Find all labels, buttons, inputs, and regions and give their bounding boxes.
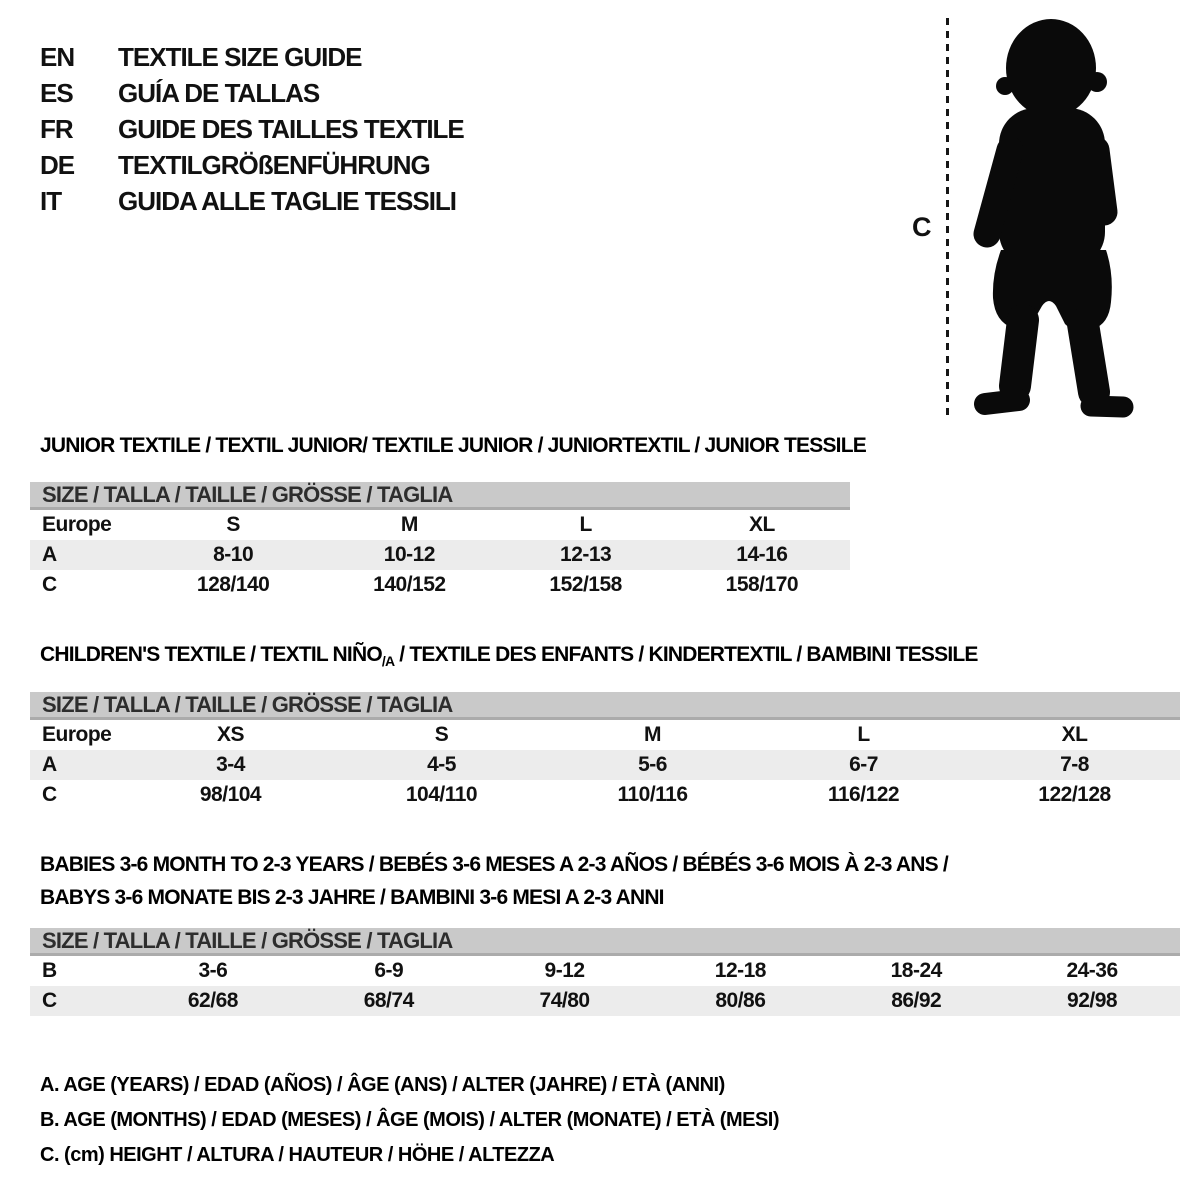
language-title: TEXTILE SIZE GUIDE [118, 42, 362, 72]
size-cell: XL [748, 513, 775, 536]
height-cell: 128/140 [196, 573, 270, 596]
height-cell: 74/80 [539, 989, 590, 1012]
age-cell: 3-6 [198, 959, 228, 982]
height-cell: 116/122 [827, 783, 900, 806]
legend-line-height: C. (cm) HEIGHT / ALTURA / HAUTEUR / HÖHE / ALTEZZA [40, 1144, 555, 1166]
section-title-children [40, 643, 978, 668]
language-row [40, 75, 464, 111]
height-cell: 158/170 [725, 573, 799, 596]
legend-line-age-months: B. AGE (MONTHS) / EDAD (MESES) / ÂGE (MOIS) / ALTER (MONATE) / ETÀ (MESI) [40, 1109, 780, 1131]
height-cell: 122/128 [1038, 783, 1111, 806]
height-cell: 98/104 [199, 783, 262, 806]
section-title-babies [40, 848, 948, 914]
height-cell: 140/152 [373, 573, 446, 596]
measure-legend [40, 1068, 779, 1173]
size-table-header: SIZE / TALLA / TAILLE / GRÖSSE / TAGLIA [30, 482, 850, 510]
children-size-table [30, 692, 1180, 810]
height-cell: 80/86 [715, 989, 766, 1012]
language-row [40, 39, 464, 75]
age-cell: 9-12 [544, 959, 585, 982]
junior-size-table [30, 482, 850, 600]
size-cell: M [644, 723, 661, 746]
height-measure-label: C [912, 212, 932, 242]
table-row-age-years [30, 540, 850, 570]
age-cell: 6-7 [849, 753, 878, 776]
age-cell: 8-10 [213, 543, 254, 566]
language-row [40, 111, 464, 147]
height-cell: 110/116 [617, 783, 688, 806]
size-cell: S [226, 513, 240, 536]
table-row-europe [30, 510, 850, 540]
age-cell: 12-18 [714, 959, 766, 982]
age-cell: 24-36 [1066, 959, 1118, 982]
language-code: DE [40, 150, 75, 180]
title-text: / TEXTILE DES ENFANTS / KINDERTEXTIL / BAMBINI TESSILE [394, 643, 978, 666]
size-cell: L [857, 723, 870, 746]
row-label: Europe [42, 513, 112, 536]
size-cell: M [400, 513, 418, 536]
row-label: C [42, 783, 57, 806]
height-dashed-line [946, 18, 949, 416]
age-cell: 12-13 [560, 543, 612, 566]
language-code: IT [40, 186, 62, 216]
table-row-height-cm [30, 986, 1180, 1016]
language-code: EN [40, 42, 75, 72]
row-label: C [42, 573, 57, 596]
language-title: GUÍA DE TALLAS [118, 78, 320, 108]
language-code: ES [40, 78, 73, 108]
age-cell: 14-16 [736, 543, 788, 566]
size-cell: S [434, 723, 449, 746]
age-cell: 6-9 [374, 959, 404, 982]
language-title-block [40, 39, 464, 219]
age-cell: 4-5 [427, 753, 456, 776]
language-title: GUIDE DES TAILLES TEXTILE [118, 114, 464, 144]
row-label: C [42, 989, 57, 1012]
height-cell: 62/68 [187, 989, 238, 1012]
baby-silhouette-icon [965, 14, 1137, 418]
age-cell: 10-12 [383, 543, 435, 566]
section-title-junior: JUNIOR TEXTILE / TEXTIL JUNIOR/ TEXTILE JUNIOR / JUNIORTEXTIL / JUNIOR TESSILE [40, 434, 866, 457]
table-row-europe [30, 720, 1180, 750]
table-row-age-months [30, 956, 1180, 986]
language-title: TEXTILGRÖßENFÜHRUNG [118, 150, 430, 180]
table-row-age-years [30, 750, 1180, 780]
row-label: A [42, 543, 57, 566]
title-line-2: BABYS 3-6 MONATE BIS 2-3 JAHRE / BAMBINI 3-6 MESI A 2-3 ANNI [40, 886, 664, 909]
height-cell: 104/110 [405, 783, 478, 806]
language-title: GUIDA ALLE TAGLIE TESSILI [118, 186, 457, 216]
age-cell: 7-8 [1060, 753, 1089, 776]
height-cell: 68/74 [363, 989, 414, 1012]
babies-size-table [30, 928, 1180, 1016]
age-cell: 18-24 [890, 959, 942, 982]
height-cell: 86/92 [891, 989, 942, 1012]
size-table-header: SIZE / TALLA / TAILLE / GRÖSSE / TAGLIA [30, 692, 1180, 720]
size-cell: L [579, 513, 592, 536]
table-row-height-cm [30, 780, 1180, 810]
row-label: Europe [42, 723, 112, 746]
age-cell: 5-6 [638, 753, 667, 776]
height-cell: 152/158 [549, 573, 622, 596]
title-subscript: /A [381, 653, 395, 669]
height-cell: 92/98 [1067, 989, 1118, 1012]
legend-line-age-years: A. AGE (YEARS) / EDAD (AÑOS) / ÂGE (ANS) / ALTER (JAHRE) / ETÀ (ANNI) [40, 1074, 725, 1096]
age-cell: 3-4 [216, 753, 245, 776]
size-cell: XL [1061, 723, 1088, 746]
table-row-height-cm [30, 570, 850, 600]
size-cell: XS [216, 723, 244, 746]
language-row [40, 183, 464, 219]
language-row [40, 147, 464, 183]
title-text: CHILDREN'S TEXTILE / TEXTIL NIÑO [40, 643, 382, 666]
language-code: FR [40, 114, 73, 144]
row-label: A [42, 753, 57, 776]
title-line-1: BABIES 3-6 MONTH TO 2-3 YEARS / BEBÉS 3-6 MESES A 2-3 AÑOS / BÉBÉS 3-6 MOIS À 2-3 ANS / [40, 853, 948, 876]
row-label: B [42, 959, 57, 982]
size-table-header: SIZE / TALLA / TAILLE / GRÖSSE / TAGLIA [30, 928, 1180, 956]
